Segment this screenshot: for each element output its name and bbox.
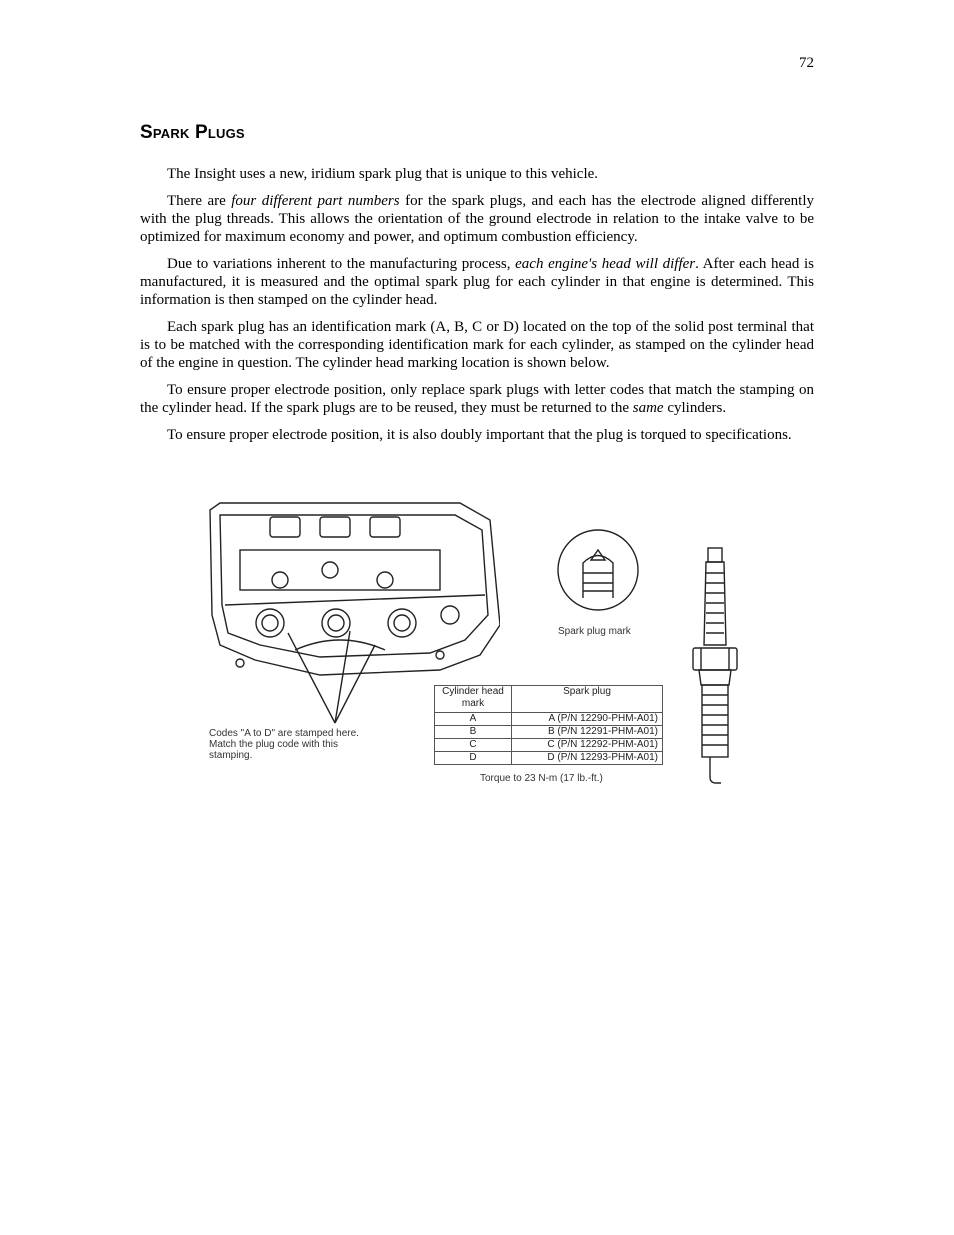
emphasis-text: each engine's head will differ bbox=[515, 256, 696, 272]
paragraph-replacement bbox=[140, 381, 814, 417]
table-cell-plug: A (P/N 12290-PHM-A01) bbox=[512, 713, 663, 726]
paragraph-manufacturing bbox=[140, 255, 814, 309]
paragraph-torque: To ensure proper electrode position, it is also doubly important that the plug is torqued to specifications. bbox=[167, 427, 792, 443]
table-header-spark-plug: Spark plug bbox=[512, 686, 663, 713]
spark-plug-mark-label: Spark plug mark bbox=[558, 626, 631, 637]
text-run: Due to variations inherent to the manufacturing process, bbox=[167, 256, 516, 272]
spark-plug-figure bbox=[200, 495, 740, 795]
text-run: for the spark plugs, and each has the electrode aligned differently with the plug threads. This allows the orientation of the ground electrode in relation to the intake valve to be optimized for maximum economy and power, and optimum combustion efficiency. bbox=[140, 193, 814, 245]
table-cell-mark: A bbox=[435, 713, 512, 726]
table-header-cylinder-head-mark: Cylinder head mark bbox=[435, 686, 512, 713]
spark-plug-top-closeup bbox=[553, 528, 643, 618]
emphasis-text: four different part numbers bbox=[231, 193, 400, 209]
table-row bbox=[435, 726, 663, 739]
text-run: . After each head is manufactured, it is measured and the optimal spark plug for each cylinder in that engine is determined. This information is then stamped on the cylinder head. bbox=[140, 256, 814, 308]
table-row bbox=[435, 752, 663, 765]
table-cell-plug: D (P/N 12293-PHM-A01) bbox=[512, 752, 663, 765]
table-cell-mark: D bbox=[435, 752, 512, 765]
paragraph-intro: The Insight uses a new, iridium spark plug that is unique to this vehicle. bbox=[167, 166, 599, 182]
text-run: To ensure proper electrode position, only replace spark plugs with letter codes that match the stamping on the cylinder head. If the spark plugs are to be reused, they must be returned to the bbox=[140, 382, 814, 416]
table-cell-mark: C bbox=[435, 739, 512, 752]
table-cell-plug: C (P/N 12292-PHM-A01) bbox=[512, 739, 663, 752]
table-row bbox=[435, 739, 663, 752]
codes-note: Codes "A to D" are stamped here. Match the plug code with this stamping. bbox=[209, 728, 359, 761]
body-text bbox=[140, 165, 814, 453]
page-number: 72 bbox=[799, 55, 814, 71]
text-run: cylinders. bbox=[663, 400, 727, 416]
paragraph-part-numbers bbox=[140, 192, 814, 246]
torque-note: Torque to 23 N-m (17 lb.-ft.) bbox=[480, 773, 603, 784]
table-row bbox=[435, 713, 663, 726]
table-cell-plug: B (P/N 12291-PHM-A01) bbox=[512, 726, 663, 739]
emphasis-text: same bbox=[632, 400, 664, 416]
spark-plug-drawing bbox=[685, 545, 745, 790]
table-cell-mark: B bbox=[435, 726, 512, 739]
paragraph-identification: Each spark plug has an identification mark (A, B, C or D) located on the top of the solid post terminal that is to be matched with the corresponding identification mark for each cylinder, as stamped on the cylinder head of the engine in question. The cylinder head marking location is shown below. bbox=[140, 319, 814, 371]
section-heading: Spark Plugs bbox=[140, 122, 245, 143]
text-run: There are bbox=[167, 193, 232, 209]
spark-plug-code-table bbox=[434, 685, 663, 765]
